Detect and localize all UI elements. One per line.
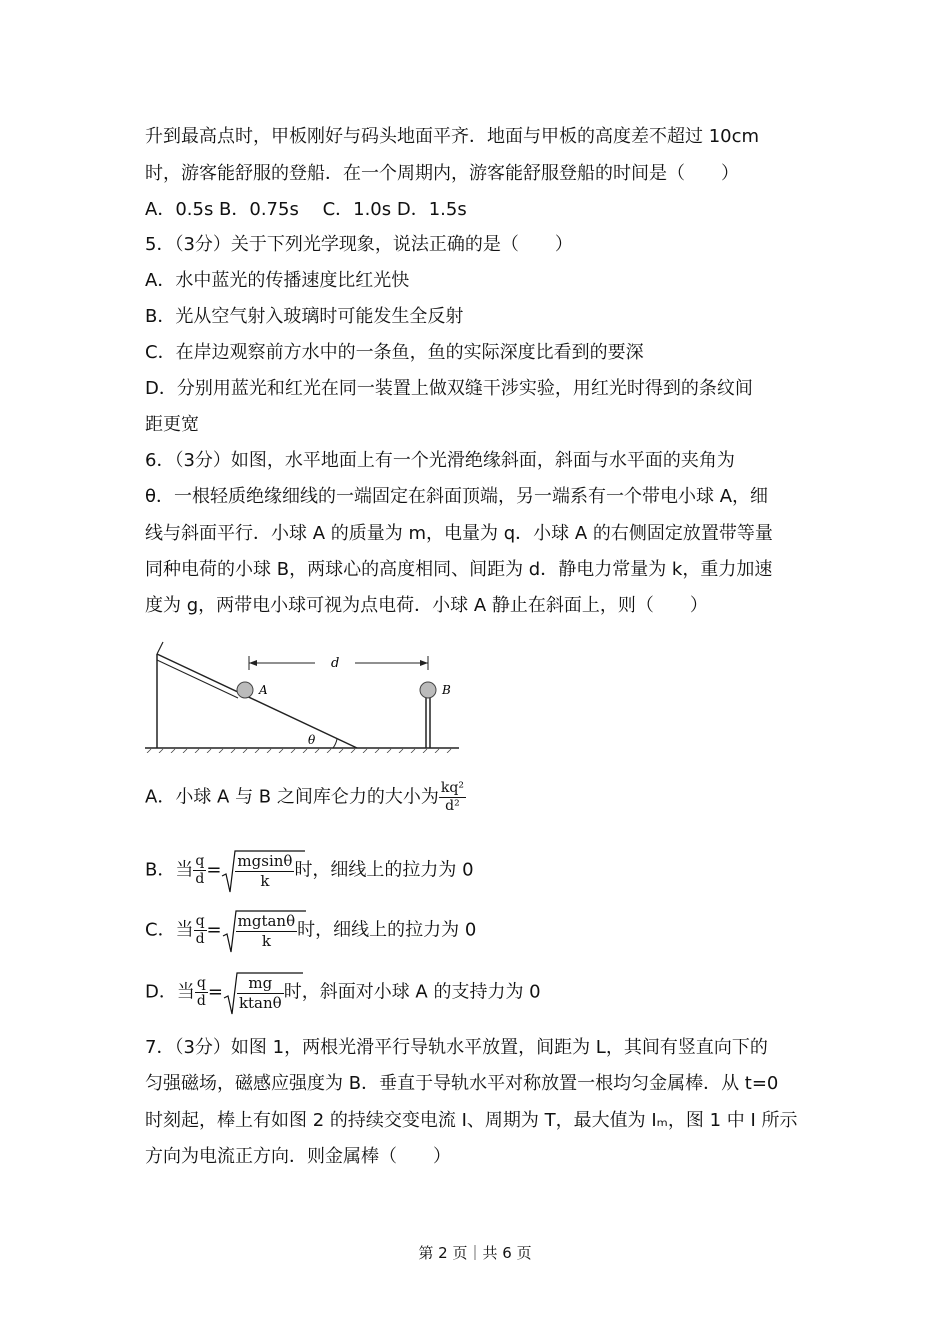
text-line: 线与斜面平行．小球 A 的质量为 m，电量为 q．小球 A 的右侧固定放置带等量 xyxy=(145,523,773,544)
text-line: θ．一根轻质绝缘细线的一端固定在斜面顶端，另一端系有一个带电小球 A，细 xyxy=(145,486,769,507)
sqrt-symbol: $\frac{mgsin\theta}{k}$ xyxy=(221,850,294,891)
text-line: 升到最高点时，甲板刚好与码头地面平齐．地面与甲板的高度差不超过 10cm xyxy=(145,126,760,147)
q7-stem: 7．（3分）如图 1，两根光滑平行导轨水平放置，间距为 L，其间有竖直向下的 xyxy=(145,1037,768,1058)
ball-a-label: A xyxy=(259,683,268,697)
text-line: 时，游客能舒服的登船．在一个周期内，游客能舒服登船的时间是（ ） xyxy=(145,163,739,184)
sqrt-symbol: $\frac{mg}{ktan\theta}$ xyxy=(223,972,284,1013)
q5-option-a: A．水中蓝光的传播速度比红光快 xyxy=(145,270,410,291)
text-line: 同种电荷的小球 B，两球心的高度相同、间距为 d．静电力常量为 k，重力加速 xyxy=(145,559,773,580)
q5-stem: 5．（3分）关于下列光学现象，说法正确的是（ ） xyxy=(145,234,573,255)
q4-options: A．0.5s B．0.75s C．1.0s D．1.5s xyxy=(145,199,467,220)
distance-d-label: d xyxy=(331,656,340,671)
q6-stem: 6．（3分）如图，水平地面上有一个光滑绝缘斜面，斜面与水平面的夹角为 xyxy=(145,450,735,471)
q6-option-d: D．当 $\frac{q}{d}$ = $\frac{mg}{ktan\theta}$ 时，斜面对小球 A 的支持力为 0 xyxy=(145,974,541,1012)
sqrt-symbol: $\frac{mgtan\theta}{k}$ xyxy=(222,910,298,951)
text-line: 时刻起，棒上有如图 2 的持续交变电流 I、周期为 T，最大值为 Iₘ，图 1 中 I 所示 xyxy=(145,1110,798,1131)
q6-option-b: B．当 $\frac{q}{d}$ = $\frac{mgsin\theta}{k}$ 时，细线上的拉力为 0 xyxy=(145,852,474,890)
incline-figure xyxy=(145,638,465,753)
q5-option-b: B．光从空气射入玻璃时可能发生全反射 xyxy=(145,306,464,327)
page-footer: 第 2 页｜共 6 页 xyxy=(418,1244,532,1262)
text-line: 方向为电流正方向．则金属棒（ ） xyxy=(145,1146,451,1167)
q6-option-c: C．当 $\frac{q}{d}$ = $\frac{mgtan\theta}{k}$ 时，细线上的拉力为 0 xyxy=(145,912,477,950)
q5-option-c: C．在岸边观察前方水中的一条鱼，鱼的实际深度比看到的要深 xyxy=(145,342,644,363)
text-line: 度为 g，两带电小球可视为点电荷．小球 A 静止在斜面上，则（ ） xyxy=(145,595,708,616)
q6-option-a: A．小球 A 与 B 之间库仑力的大小为 $\frac{\text{kq²}}{\text{d²}}$ xyxy=(145,780,464,814)
text-line: 匀强磁场，磁感应强度为 B．垂直于导轨水平对称放置一根均匀金属棒．从 t=0 xyxy=(145,1073,779,1094)
theta-label: θ xyxy=(308,733,316,747)
ball-b-label: B xyxy=(442,683,451,697)
text-line: 距更宽 xyxy=(145,414,199,435)
q5-option-d: D．分别用蓝光和红光在同一装置上做双缝干涉实验，用红光时得到的条纹间 xyxy=(145,378,753,399)
